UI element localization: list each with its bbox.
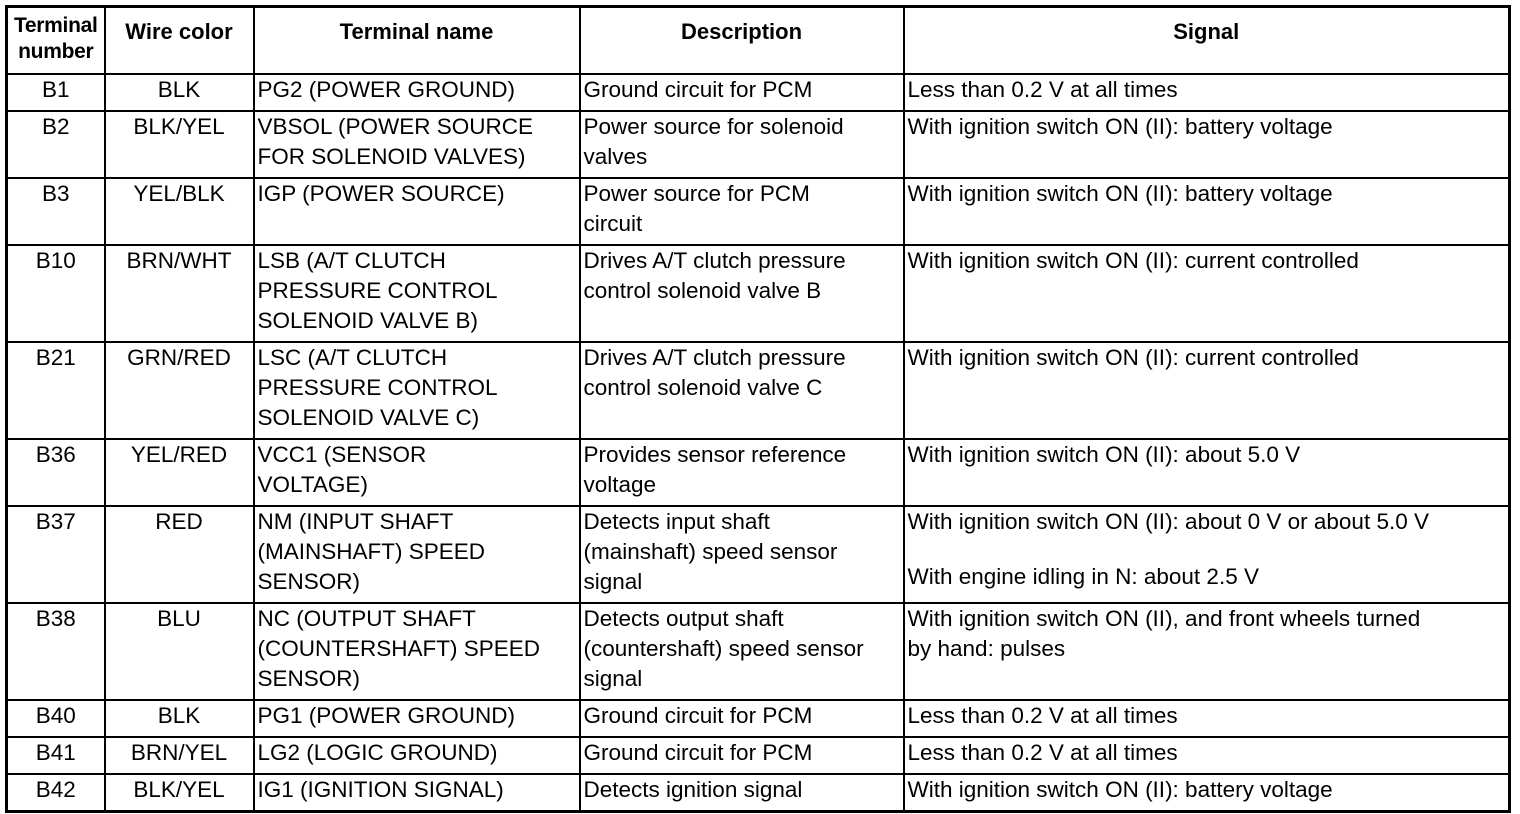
terminal-name-cell [254, 74, 580, 111]
wire-color-cell: BRN/WHT [105, 245, 254, 342]
signal-line: With ignition switch ON (II): battery voltage [907, 113, 1333, 139]
terminal-name-cell [254, 774, 580, 812]
header-description: Description [580, 7, 904, 74]
terminal-number-cell: B41 [7, 737, 105, 774]
description-line: control solenoid valve C [583, 374, 823, 400]
description-line: Ground circuit for PCM [583, 76, 813, 102]
terminal-number-cell: B2 [7, 111, 105, 178]
terminal-name-line: VOLTAGE) [257, 471, 368, 497]
description-line: circuit [583, 210, 643, 236]
header-terminal-number [7, 7, 105, 74]
description-line: signal [583, 665, 643, 691]
description-line: valves [583, 143, 648, 169]
description-cell [580, 603, 904, 700]
description-line: Ground circuit for PCM [583, 739, 813, 765]
table-row [7, 245, 1510, 342]
signal-line: With ignition switch ON (II): battery voltage [907, 776, 1333, 802]
terminal-name-line: LG2 (LOGIC GROUND) [257, 739, 498, 765]
signal-cell [904, 245, 1510, 342]
terminal-name-cell [254, 737, 580, 774]
terminal-name-cell [254, 700, 580, 737]
terminal-name-line: NM (INPUT SHAFT [257, 508, 454, 534]
terminal-name-line: LSC (A/T CLUTCH [257, 344, 448, 370]
terminal-name-cell [254, 506, 580, 603]
terminal-number-cell: B38 [7, 603, 105, 700]
terminal-name-line: (COUNTERSHAFT) SPEED [257, 635, 541, 661]
terminal-name-line: NC (OUTPUT SHAFT [257, 605, 476, 631]
header-terminal-line-2: number [18, 40, 94, 63]
description-cell [580, 111, 904, 178]
signal-cell [904, 439, 1510, 506]
signal-cell [904, 111, 1510, 178]
terminal-name-line: SOLENOID VALVE B) [257, 307, 478, 333]
header-wire-color: Wire color [105, 7, 254, 74]
table-row [7, 342, 1510, 439]
table-row [7, 111, 1510, 178]
table-row [7, 178, 1510, 245]
signal-line: Less than 0.2 V at all times [907, 76, 1178, 102]
description-cell [580, 737, 904, 774]
terminal-name-line: (MAINSHAFT) SPEED [257, 538, 486, 564]
terminal-name-line: SENSOR) [257, 665, 361, 691]
terminal-name-line: PG1 (POWER GROUND) [257, 702, 516, 728]
description-cell [580, 774, 904, 812]
terminal-name-line: IGP (POWER SOURCE) [257, 180, 505, 206]
header-terminal-line-1: Terminal [13, 14, 98, 37]
wire-color-cell: GRN/RED [105, 342, 254, 439]
signal-cell [904, 178, 1510, 245]
header-row [7, 7, 1510, 74]
wire-color-cell: YEL/RED [105, 439, 254, 506]
terminal-number-cell: B42 [7, 774, 105, 812]
signal-cell [904, 603, 1510, 700]
description-cell [580, 506, 904, 603]
terminal-name-cell [254, 178, 580, 245]
description-line: (countershaft) speed sensor [583, 635, 864, 661]
signal-cell [904, 774, 1510, 812]
wire-color-cell: BLK [105, 74, 254, 111]
description-cell [580, 342, 904, 439]
description-line: signal [583, 568, 643, 594]
signal-line: With ignition switch ON (II): current controlled [907, 344, 1359, 370]
terminal-number-cell: B21 [7, 342, 105, 439]
description-line: Provides sensor reference [583, 441, 847, 467]
wire-color-cell: BRN/YEL [105, 737, 254, 774]
wire-color-cell: BLK [105, 700, 254, 737]
description-line: Power source for PCM [583, 180, 810, 206]
signal-cell [904, 342, 1510, 439]
terminal-name-line: PRESSURE CONTROL [257, 374, 498, 400]
description-cell [580, 700, 904, 737]
signal-line: With engine idling in N: about 2.5 V [907, 563, 1259, 589]
header-signal: Signal [904, 7, 1510, 74]
description-line: Power source for solenoid [583, 113, 844, 139]
description-line: Ground circuit for PCM [583, 702, 813, 728]
signal-line: by hand: pulses [907, 635, 1066, 661]
terminal-name-line: LSB (A/T CLUTCH [257, 247, 446, 273]
signal-cell [904, 506, 1510, 603]
signal-line: With ignition switch ON (II): battery voltage [907, 180, 1333, 206]
signal-spacer [908, 537, 1506, 562]
terminal-name-cell [254, 603, 580, 700]
terminal-name-cell [254, 439, 580, 506]
description-line: Detects input shaft [583, 508, 770, 534]
table-row [7, 774, 1510, 812]
description-line: Detects ignition signal [583, 776, 803, 802]
table-row [7, 603, 1510, 700]
description-line: Drives A/T clutch pressure [583, 247, 846, 273]
terminal-name-line: VCC1 (SENSOR [257, 441, 427, 467]
description-cell [580, 439, 904, 506]
table-row [7, 439, 1510, 506]
signal-line: With ignition switch ON (II): current controlled [907, 247, 1359, 273]
description-line: control solenoid valve B [583, 277, 822, 303]
wire-color-cell: BLK/YEL [105, 774, 254, 812]
table-row [7, 74, 1510, 111]
signal-line: With ignition switch ON (II): about 0 V or about 5.0 V [907, 508, 1429, 534]
terminal-name-cell [254, 342, 580, 439]
terminal-name-cell [254, 111, 580, 178]
wire-color-cell: BLU [105, 603, 254, 700]
signal-cell [904, 737, 1510, 774]
terminal-name-line: SOLENOID VALVE C) [257, 404, 480, 430]
table-row [7, 737, 1510, 774]
wire-color-cell: YEL/BLK [105, 178, 254, 245]
terminal-table [5, 5, 1511, 813]
description-cell [580, 178, 904, 245]
terminal-number-cell: B10 [7, 245, 105, 342]
wire-color-cell: BLK/YEL [105, 111, 254, 178]
terminal-number-cell: B36 [7, 439, 105, 506]
signal-cell [904, 74, 1510, 111]
terminal-name-line: IG1 (IGNITION SIGNAL) [257, 776, 504, 802]
signal-line: Less than 0.2 V at all times [907, 702, 1178, 728]
signal-cell [904, 700, 1510, 737]
terminal-number-cell: B3 [7, 178, 105, 245]
description-cell [580, 245, 904, 342]
terminal-number-cell: B37 [7, 506, 105, 603]
header-terminal-name: Terminal name [254, 7, 580, 74]
signal-line: Less than 0.2 V at all times [907, 739, 1178, 765]
table-row [7, 700, 1510, 737]
description-cell [580, 74, 904, 111]
table-row [7, 506, 1510, 603]
terminal-number-cell: B40 [7, 700, 105, 737]
signal-line: With ignition switch ON (II), and front wheels turned [907, 605, 1421, 631]
terminal-name-line: FOR SOLENOID VALVES) [257, 143, 526, 169]
wire-color-cell: RED [105, 506, 254, 603]
description-line: Drives A/T clutch pressure [583, 344, 846, 370]
description-line: voltage [583, 471, 657, 497]
terminal-name-line: SENSOR) [257, 568, 361, 594]
signal-line: With ignition switch ON (II): about 5.0 V [907, 441, 1301, 467]
terminal-name-line: VBSOL (POWER SOURCE [257, 113, 533, 139]
terminal-name-line: PRESSURE CONTROL [257, 277, 498, 303]
terminal-name-line: PG2 (POWER GROUND) [257, 76, 516, 102]
description-line: (mainshaft) speed sensor [583, 538, 838, 564]
terminal-number-cell: B1 [7, 74, 105, 111]
table-body [7, 74, 1510, 812]
terminal-name-cell [254, 245, 580, 342]
description-line: Detects output shaft [583, 605, 784, 631]
